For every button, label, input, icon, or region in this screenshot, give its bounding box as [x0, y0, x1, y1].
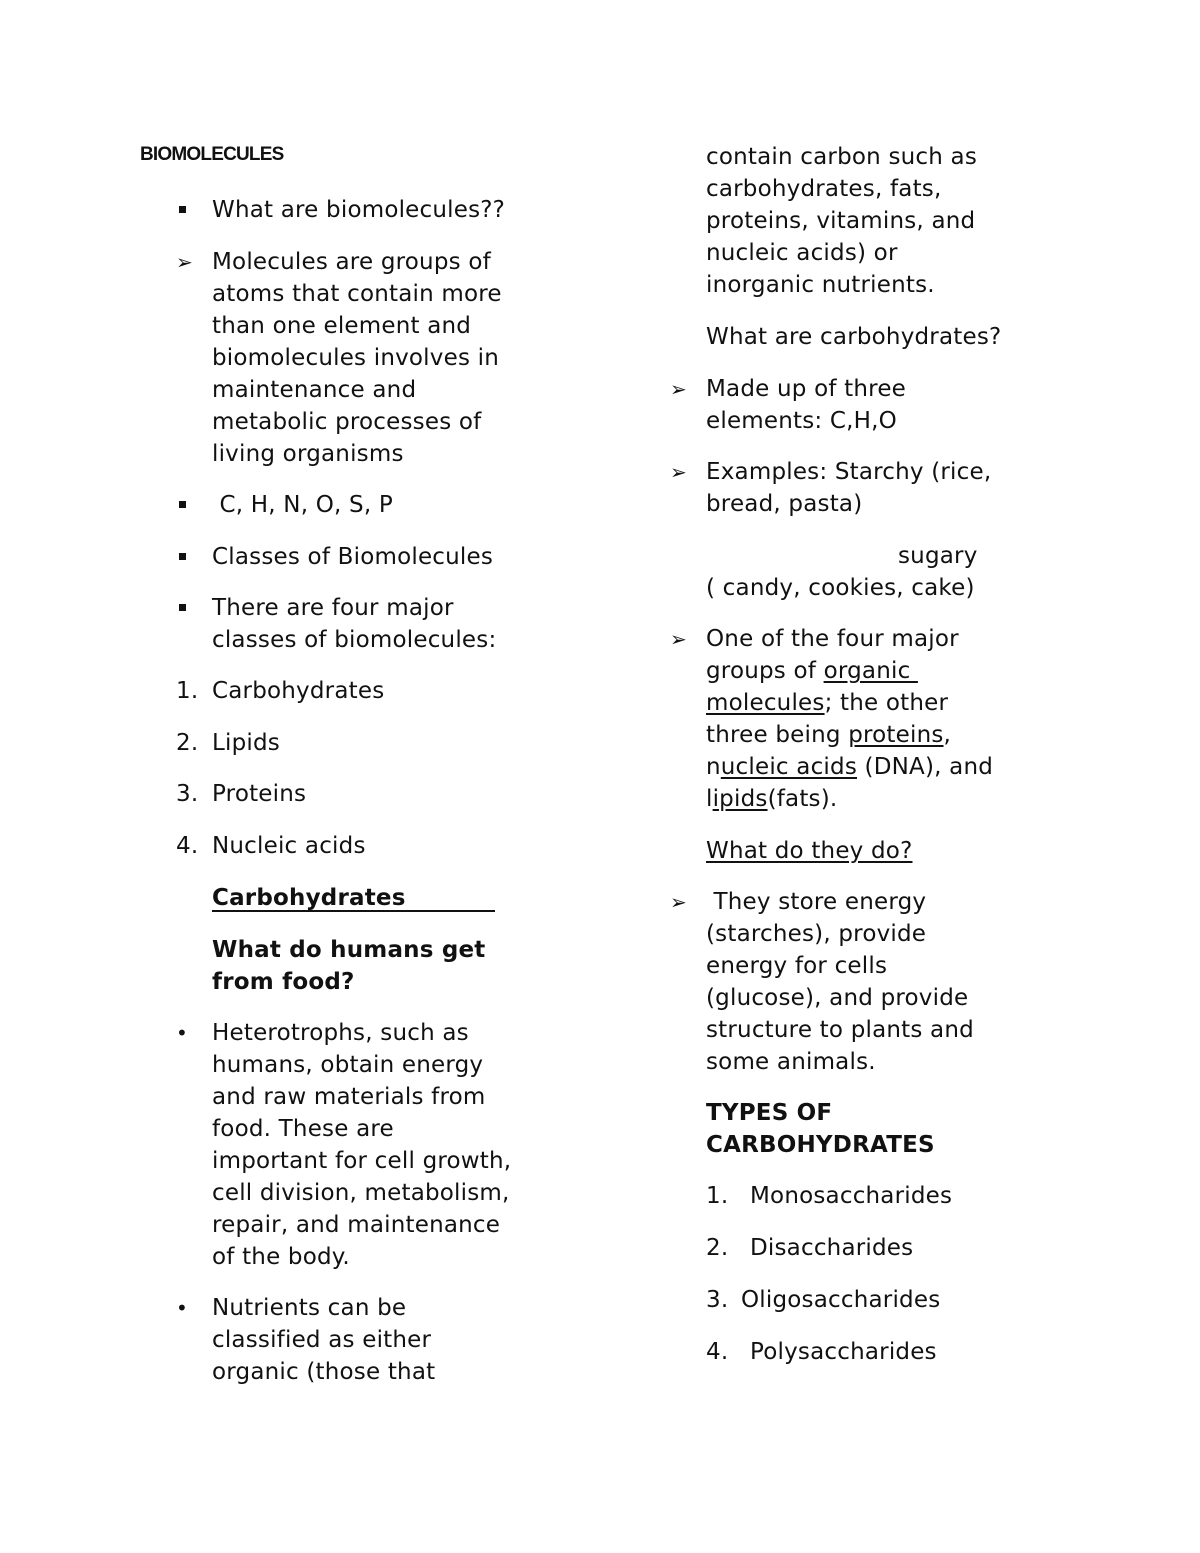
- what-do-they-do-heading: What do they do?: [706, 838, 913, 864]
- document-title: BIOMOLECULES: [140, 144, 284, 165]
- question-what-are-carbohydrates: What are carbohydrates?: [706, 324, 1002, 350]
- molecules-link[interactable]: molecules: [706, 690, 825, 716]
- arrowhead-bullet-icon: ➢: [670, 377, 687, 401]
- list-item: Polysaccharides: [750, 1339, 937, 1365]
- sugary-label: sugary: [898, 543, 978, 569]
- molecules-definition: Molecules are groups of atoms that contain more than one element and biomolecules involves in maintenance and metabolic processes of living organisms: [212, 249, 502, 467]
- four-major-classes: There are four major classes of biomolecules:: [212, 595, 497, 653]
- text: One of the four major groups of: [706, 626, 959, 684]
- list-number: 4.: [176, 833, 199, 859]
- starchy-examples: Examples: Starchy (rice, bread, pasta): [706, 459, 992, 517]
- text: ; the other three being: [706, 690, 949, 748]
- text: , n: [706, 722, 952, 780]
- arrowhead-bullet-icon: ➢: [670, 627, 687, 651]
- nutrients-paragraph: Nutrients can be classified as either organic (those that: [212, 1295, 436, 1385]
- nucleic-acids-link[interactable]: ucleic acids: [720, 754, 858, 780]
- elements-list: C, H, N, O, S, P: [212, 492, 393, 518]
- classes-heading: Classes of Biomolecules: [212, 544, 494, 570]
- list-number: 1.: [706, 1183, 729, 1209]
- list-item: Oligosaccharides: [741, 1287, 941, 1313]
- list-item: Proteins: [212, 781, 307, 807]
- arrowhead-bullet-icon: ➢: [670, 460, 687, 484]
- organic-molecules-paragraph: [706, 623, 993, 815]
- list-number: 4.: [706, 1339, 729, 1365]
- list-number: 3.: [706, 1287, 729, 1313]
- humans-food-subheading: What do humans get from food?: [212, 937, 486, 995]
- lipids-link[interactable]: ipids: [712, 786, 768, 812]
- organic-link[interactable]: organic: [823, 658, 918, 684]
- square-bullet-icon: [179, 604, 186, 611]
- carbohydrates-heading: Carbohydrates: [212, 882, 495, 912]
- proteins-link[interactable]: proteins: [848, 722, 944, 748]
- dot-bullet-icon: •: [176, 1296, 188, 1320]
- list-item: Carbohydrates: [212, 678, 385, 704]
- list-item: Disaccharides: [750, 1235, 914, 1261]
- text: (DNA), and l: [706, 754, 994, 812]
- square-bullet-icon: [179, 501, 186, 508]
- list-number: 1.: [176, 678, 199, 704]
- heterotrophs-paragraph: Heterotrophs, such as humans, obtain energy and raw materials from food. These are important for cell growth, cell division, metabolism, repair, and maintenance of the body.: [212, 1020, 512, 1270]
- arrowhead-bullet-icon: ➢: [176, 250, 193, 274]
- dot-bullet-icon: •: [176, 1021, 188, 1045]
- made-up-of-elements: Made up of three elements: C,H,O: [706, 376, 907, 434]
- store-energy-paragraph: They store energy (starches), provide energy for cells (glucose), and provide structure to plants and some animals.: [706, 889, 974, 1075]
- list-item: Monosaccharides: [750, 1183, 953, 1209]
- square-bullet-icon: [179, 206, 186, 213]
- arrowhead-bullet-icon: ➢: [670, 890, 687, 914]
- nutrients-continued: contain carbon such as carbohydrates, fats, proteins, vitamins, and nucleic acids) or inorganic nutrients.: [706, 144, 978, 298]
- square-bullet-icon: [179, 553, 186, 560]
- question-what-are-biomolecules: What are biomolecules??: [212, 197, 506, 223]
- list-number: 2.: [706, 1235, 729, 1261]
- list-number: 3.: [176, 781, 199, 807]
- list-item: Lipids: [212, 730, 280, 756]
- list-item: Nucleic acids: [212, 833, 366, 859]
- list-number: 2.: [176, 730, 199, 756]
- types-heading: TYPES OF CARBOHYDRATES: [706, 1100, 935, 1158]
- text: (fats).: [767, 786, 838, 812]
- sugary-examples: ( candy, cookies, cake): [706, 575, 975, 601]
